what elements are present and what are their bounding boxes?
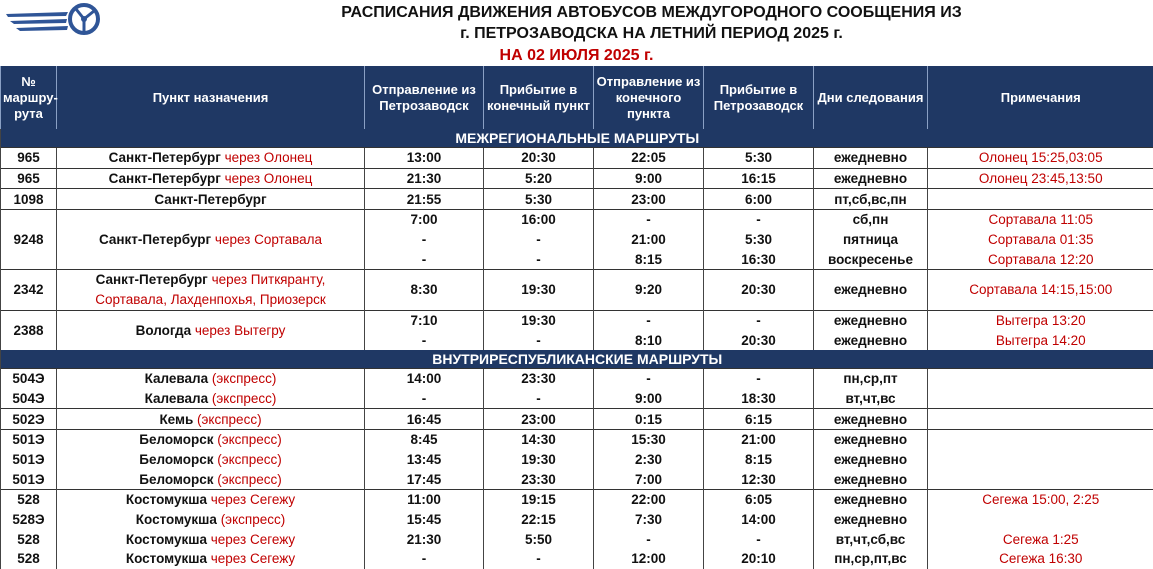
return-arrival-time: 5:30 bbox=[704, 148, 814, 169]
return-arrival-header: Прибытие в Петрозаводск bbox=[704, 66, 814, 129]
destination-via: через Олонец bbox=[221, 150, 313, 165]
destination-via: через Питкяранту, bbox=[208, 272, 326, 287]
title-line-2: г. ПЕТРОЗАВОДСКА НА ЛЕТНИЙ ПЕРИОД 2025 г. bbox=[150, 23, 1153, 44]
arrival-time: 5:30 bbox=[484, 189, 594, 210]
return-arrival-time: - bbox=[704, 529, 814, 549]
return-departure-time: 0:15 bbox=[594, 409, 704, 430]
return-departure-time: 22:00 bbox=[594, 490, 704, 510]
return-arrival-time: - bbox=[704, 368, 814, 388]
return-departure-time: 2:30 bbox=[594, 450, 704, 470]
arrival-time: 16:00 bbox=[484, 210, 594, 230]
return-arrival-time: 21:00 bbox=[704, 429, 814, 449]
return-departure-time: 7:00 bbox=[594, 469, 704, 489]
table-row bbox=[1, 368, 1153, 388]
route-number: 504Э bbox=[1, 368, 57, 388]
return-departure-time: - bbox=[594, 210, 704, 230]
days-of-operation: пн,ср,пт,вс bbox=[814, 549, 928, 569]
destination-cell bbox=[57, 469, 365, 489]
return-departure-time: 15:30 bbox=[594, 429, 704, 449]
section-title: ВНУТРИРЕСПУБЛИКАНСКИЕ МАРШРУТЫ bbox=[1, 350, 1153, 369]
table-row bbox=[1, 210, 1153, 230]
note-cell bbox=[928, 189, 1153, 210]
destination-cell bbox=[57, 429, 365, 449]
route-number: 501Э bbox=[1, 469, 57, 489]
arrival-time: 19:30 bbox=[484, 450, 594, 470]
destination-cell bbox=[57, 148, 365, 169]
departure-time: - bbox=[365, 330, 484, 350]
destination-cell bbox=[57, 368, 365, 388]
return-arrival-time: 8:15 bbox=[704, 450, 814, 470]
note-cell: Сортавала 01:35 bbox=[928, 230, 1153, 250]
days-of-operation: ежедневно bbox=[814, 490, 928, 510]
return-departure-time: - bbox=[594, 310, 704, 330]
destination-cell bbox=[57, 409, 365, 430]
destination-via: (экспресс) bbox=[213, 452, 281, 467]
destination-city: Беломорск bbox=[139, 432, 213, 447]
destination-via: через Сегежу bbox=[207, 532, 295, 547]
return-arrival-time: 16:30 bbox=[704, 249, 814, 269]
days-of-operation: ежедневно bbox=[814, 148, 928, 169]
arrival-time: - bbox=[484, 549, 594, 569]
destination-city: Санкт-Петербург bbox=[99, 232, 211, 247]
table-row bbox=[1, 389, 1153, 409]
return-arrival-time: 20:30 bbox=[704, 270, 814, 310]
table-row bbox=[1, 189, 1153, 210]
arrival-time: 20:30 bbox=[484, 148, 594, 169]
destination-header: Пункт назначения bbox=[57, 66, 365, 129]
page-title bbox=[150, 0, 1153, 48]
destination-cell bbox=[57, 389, 365, 409]
arrival-time: 19:30 bbox=[484, 310, 594, 330]
route-number: 965 bbox=[1, 148, 57, 169]
departure-time: 8:30 bbox=[365, 270, 484, 310]
return-departure-time: 22:05 bbox=[594, 148, 704, 169]
destination-cell bbox=[57, 549, 365, 569]
table-row bbox=[1, 310, 1153, 330]
return-arrival-time: 16:15 bbox=[704, 168, 814, 189]
route-number: 2342 bbox=[1, 270, 57, 310]
return-departure-header: Отправление из конечного пункта bbox=[594, 66, 704, 129]
section-title: МЕЖРЕГИОНАЛЬНЫЕ МАРШРУТЫ bbox=[1, 129, 1153, 148]
return-arrival-time: 18:30 bbox=[704, 389, 814, 409]
route-number: 528 bbox=[1, 549, 57, 569]
arrival-time: 23:30 bbox=[484, 368, 594, 388]
return-arrival-time: - bbox=[704, 310, 814, 330]
table-row bbox=[1, 429, 1153, 449]
section-header-row bbox=[1, 129, 1153, 148]
departure-time: 16:45 bbox=[365, 409, 484, 430]
destination-city: Кемь bbox=[159, 412, 193, 427]
days-of-operation: пт,сб,вс,пн bbox=[814, 189, 928, 210]
return-arrival-time: 20:30 bbox=[704, 330, 814, 350]
arrival-header: Прибытие в конечный пункт bbox=[484, 66, 594, 129]
arrival-time: 23:30 bbox=[484, 469, 594, 489]
destination-via: Сортавала, Лахденпохья, Приозерск bbox=[95, 292, 325, 307]
table-row bbox=[1, 450, 1153, 470]
return-arrival-time: 6:05 bbox=[704, 490, 814, 510]
destination-cell bbox=[57, 189, 365, 210]
destination-via: (экспресс) bbox=[213, 472, 281, 487]
departure-time: 7:00 bbox=[365, 210, 484, 230]
arrival-time: 23:00 bbox=[484, 409, 594, 430]
destination-cell bbox=[57, 290, 365, 310]
return-departure-time: - bbox=[594, 529, 704, 549]
table-row bbox=[1, 529, 1153, 549]
table-row bbox=[1, 168, 1153, 189]
note-cell bbox=[928, 469, 1153, 489]
departure-time: 13:45 bbox=[365, 450, 484, 470]
arrival-time: 5:50 bbox=[484, 529, 594, 549]
note-cell: Сортавала 12:20 bbox=[928, 249, 1153, 269]
destination-via: (экспресс) bbox=[193, 412, 261, 427]
arrival-time: 19:30 bbox=[484, 270, 594, 310]
days-of-operation: ежедневно bbox=[814, 270, 928, 310]
return-departure-time: 23:00 bbox=[594, 189, 704, 210]
arrival-time: - bbox=[484, 389, 594, 409]
note-cell bbox=[928, 510, 1153, 530]
route-number: 528Э bbox=[1, 510, 57, 530]
arrival-time: - bbox=[484, 230, 594, 250]
route-number: 501Э bbox=[1, 429, 57, 449]
days-of-operation: ежедневно bbox=[814, 429, 928, 449]
arrival-time: 19:15 bbox=[484, 490, 594, 510]
destination-via: через Вытегру bbox=[191, 323, 285, 338]
destination-city: Беломорск bbox=[139, 452, 213, 467]
return-arrival-time: 5:30 bbox=[704, 230, 814, 250]
departure-time: 8:45 bbox=[365, 429, 484, 449]
departure-time: - bbox=[365, 389, 484, 409]
note-cell: Олонец 23:45,13:50 bbox=[928, 168, 1153, 189]
note-cell: Вытегра 14:20 bbox=[928, 330, 1153, 350]
departure-time: 21:30 bbox=[365, 168, 484, 189]
section-header-row bbox=[1, 350, 1153, 369]
table-row bbox=[1, 270, 1153, 290]
table-row bbox=[1, 490, 1153, 510]
days-header: Дни следования bbox=[814, 66, 928, 129]
table-row bbox=[1, 148, 1153, 169]
arrival-time: 22:15 bbox=[484, 510, 594, 530]
table-row bbox=[1, 469, 1153, 489]
route-number: 1098 bbox=[1, 189, 57, 210]
route-number-header: № маршру-рута bbox=[1, 66, 57, 129]
schedule-table bbox=[0, 66, 1153, 569]
destination-via: через Сегежу bbox=[207, 492, 295, 507]
departure-time: 7:10 bbox=[365, 310, 484, 330]
departure-time: 15:45 bbox=[365, 510, 484, 530]
days-of-operation: сб,пн bbox=[814, 210, 928, 230]
departure-time: 13:00 bbox=[365, 148, 484, 169]
destination-via: через Сегежу bbox=[207, 551, 295, 566]
destination-city: Санкт-Петербург bbox=[154, 192, 266, 207]
route-number: 502Э bbox=[1, 409, 57, 430]
return-departure-time: 9:00 bbox=[594, 389, 704, 409]
route-number: 2388 bbox=[1, 310, 57, 350]
destination-via: через Олонец bbox=[221, 171, 313, 186]
destination-cell bbox=[57, 450, 365, 470]
destination-city: Калевала bbox=[145, 391, 209, 406]
return-departure-time: 9:20 bbox=[594, 270, 704, 310]
return-departure-time: 12:00 bbox=[594, 549, 704, 569]
route-number: 965 bbox=[1, 168, 57, 189]
destination-city: Вологда bbox=[136, 323, 192, 338]
table-row bbox=[1, 510, 1153, 530]
note-cell bbox=[928, 368, 1153, 388]
table-row bbox=[1, 549, 1153, 569]
days-of-operation: вт,чт,вс bbox=[814, 389, 928, 409]
destination-cell bbox=[57, 529, 365, 549]
departure-time: 14:00 bbox=[365, 368, 484, 388]
note-cell bbox=[928, 409, 1153, 430]
destination-cell bbox=[57, 510, 365, 530]
arrival-time: - bbox=[484, 249, 594, 269]
destination-via: (экспресс) bbox=[208, 371, 276, 386]
destination-city: Костомукша bbox=[126, 532, 207, 547]
note-cell: Сортавала 14:15,15:00 bbox=[928, 270, 1153, 310]
departure-time: 11:00 bbox=[365, 490, 484, 510]
destination-city: Санкт-Петербург bbox=[96, 272, 208, 287]
destination-cell bbox=[57, 210, 365, 270]
return-arrival-time: 20:10 bbox=[704, 549, 814, 569]
return-departure-time: 9:00 bbox=[594, 168, 704, 189]
days-of-operation: ежедневно bbox=[814, 450, 928, 470]
destination-cell bbox=[57, 490, 365, 510]
days-of-operation: пятница bbox=[814, 230, 928, 250]
note-cell bbox=[928, 450, 1153, 470]
departure-time: - bbox=[365, 249, 484, 269]
destination-city: Костомукша bbox=[126, 551, 207, 566]
table-row bbox=[1, 409, 1153, 430]
days-of-operation: ежедневно bbox=[814, 510, 928, 530]
note-cell: Сортавала 11:05 bbox=[928, 210, 1153, 230]
notes-header: Примечания bbox=[928, 66, 1153, 129]
departure-header: Отправление из Петрозаводск bbox=[365, 66, 484, 129]
days-of-operation: пн,ср,пт bbox=[814, 368, 928, 388]
return-arrival-time: 12:30 bbox=[704, 469, 814, 489]
days-of-operation: ежедневно bbox=[814, 409, 928, 430]
days-of-operation: ежедневно bbox=[814, 469, 928, 489]
arrival-time: 5:20 bbox=[484, 168, 594, 189]
title-line-1: РАСПИСАНИЯ ДВИЖЕНИЯ АВТОБУСОВ МЕЖДУГОРОДНОГО СООБЩЕНИЯ ИЗ bbox=[150, 2, 1153, 23]
note-cell: Вытегра 13:20 bbox=[928, 310, 1153, 330]
arrival-time: - bbox=[484, 330, 594, 350]
destination-cell bbox=[57, 310, 365, 350]
return-arrival-time: 6:00 bbox=[704, 189, 814, 210]
destination-city: Калевала bbox=[145, 371, 209, 386]
return-arrival-time: - bbox=[704, 210, 814, 230]
note-cell: Сегежа 16:30 bbox=[928, 549, 1153, 569]
note-cell: Сегежа 15:00, 2:25 bbox=[928, 490, 1153, 510]
route-number: 501Э bbox=[1, 450, 57, 470]
route-number: 528 bbox=[1, 529, 57, 549]
destination-city: Костомукша bbox=[136, 512, 217, 527]
return-departure-time: 7:30 bbox=[594, 510, 704, 530]
destination-city: Санкт-Петербург bbox=[109, 171, 221, 186]
days-of-operation: ежедневно bbox=[814, 310, 928, 330]
departure-time: - bbox=[365, 230, 484, 250]
days-of-operation: ежедневно bbox=[814, 168, 928, 189]
logo-icon bbox=[4, 2, 104, 42]
destination-via: (экспресс) bbox=[208, 391, 276, 406]
destination-cell bbox=[57, 168, 365, 189]
route-number: 504Э bbox=[1, 389, 57, 409]
route-number: 9248 bbox=[1, 210, 57, 270]
departure-time: 17:45 bbox=[365, 469, 484, 489]
schedule-date: НА 02 ИЮЛЯ 2025 г. bbox=[0, 46, 1153, 65]
days-of-operation: воскресенье bbox=[814, 249, 928, 269]
arrival-time: 14:30 bbox=[484, 429, 594, 449]
departure-time: 21:30 bbox=[365, 529, 484, 549]
note-cell: Сегежа 1:25 bbox=[928, 529, 1153, 549]
route-number: 528 bbox=[1, 490, 57, 510]
departure-time: 21:55 bbox=[365, 189, 484, 210]
note-cell: Олонец 15:25,03:05 bbox=[928, 148, 1153, 169]
note-cell bbox=[928, 429, 1153, 449]
note-cell bbox=[928, 389, 1153, 409]
destination-city: Санкт-Петербург bbox=[109, 150, 221, 165]
return-departure-time: 8:10 bbox=[594, 330, 704, 350]
days-of-operation: вт,чт,сб,вс bbox=[814, 529, 928, 549]
destination-via: через Сортавала bbox=[211, 232, 322, 247]
destination-city: Беломорск bbox=[139, 472, 213, 487]
return-departure-time: - bbox=[594, 368, 704, 388]
days-of-operation: ежедневно bbox=[814, 330, 928, 350]
return-departure-time: 21:00 bbox=[594, 230, 704, 250]
departure-time: - bbox=[365, 549, 484, 569]
return-arrival-time: 6:15 bbox=[704, 409, 814, 430]
return-arrival-time: 14:00 bbox=[704, 510, 814, 530]
destination-via: (экспресс) bbox=[217, 512, 285, 527]
destination-via: (экспресс) bbox=[213, 432, 281, 447]
return-departure-time: 8:15 bbox=[594, 249, 704, 269]
destination-city: Костомукша bbox=[126, 492, 207, 507]
destination-cell bbox=[57, 270, 365, 290]
